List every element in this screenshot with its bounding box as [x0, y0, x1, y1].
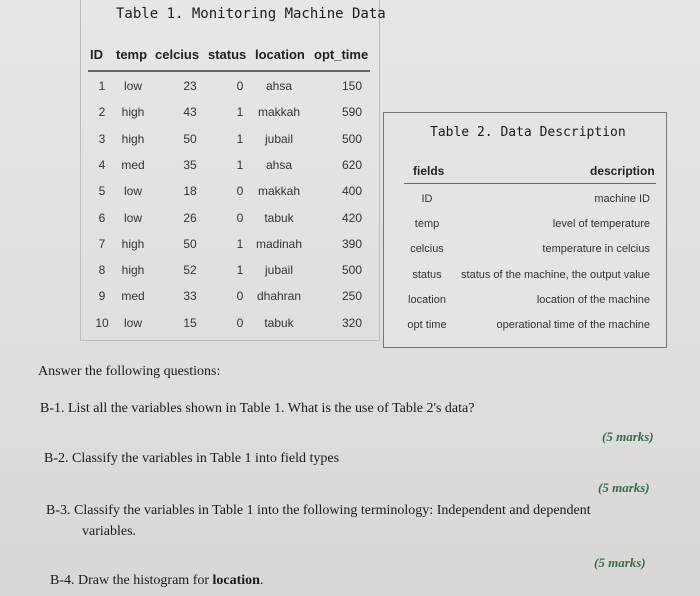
table1-header-location: location — [255, 47, 305, 62]
table1-cell-status: 0 — [236, 79, 244, 93]
table1-cell-temp: low — [123, 79, 143, 93]
table1-cell-opt-time: 420 — [341, 210, 363, 225]
table1-cell-status: 0 — [236, 315, 244, 330]
table2-cell-description: temperature in celcius — [542, 243, 650, 256]
table1-cell-celcius: 50 — [183, 236, 197, 251]
table1-cell-status: 1 — [236, 131, 244, 146]
table1-cell-location: dhahran — [256, 289, 302, 304]
question-b2-marks: (5 marks) — [598, 480, 650, 495]
table1-cell-id: 2 — [98, 105, 106, 120]
table1-cell-temp: med — [121, 157, 145, 172]
table1-cell-celcius: 52 — [183, 263, 197, 278]
table2-cell-description: location of the machine — [536, 293, 650, 306]
question-b3-marks: (5 marks) — [594, 555, 646, 570]
table1-cell-opt-time: 620 — [341, 157, 363, 172]
table1-cell-location: ahsa — [265, 157, 293, 172]
table2-title: Table 2. Data Description — [430, 125, 626, 140]
table1-cell-celcius: 15 — [183, 315, 197, 330]
table1-cell-id: 9 — [98, 289, 106, 304]
table1-header-temp: temp — [116, 47, 148, 62]
table1-cell-status: 1 — [236, 105, 244, 120]
table1-cell-temp: low — [123, 184, 143, 199]
table1-cell-temp: high — [121, 131, 145, 146]
table1-header-rule — [88, 70, 370, 72]
table1-cell-location: makkah — [257, 184, 301, 199]
table1-cell-location: jubail — [264, 263, 294, 278]
table1-cell-celcius: 50 — [183, 131, 197, 146]
table2-cell-field: temp — [414, 218, 440, 231]
table1-cell-temp: high — [121, 105, 145, 120]
table1-cell-id: 10 — [95, 315, 109, 330]
table2-cell-field: location — [408, 293, 446, 306]
table1-cell-opt-time: 250 — [341, 289, 363, 304]
table2-cell-field: opt time — [407, 319, 447, 331]
table1-cell-temp: high — [121, 236, 145, 251]
table1-cell-status: 0 — [236, 210, 244, 225]
table2-cell-field: status — [412, 268, 442, 281]
table1-cell-opt-time: 500 — [341, 263, 363, 278]
table1-cell-celcius: 33 — [183, 289, 197, 304]
table1-cell-location: tabuk — [264, 315, 294, 330]
table2-cell-description: machine ID — [594, 193, 650, 205]
question-b3-line1: B-3. Classify the variables in Table 1 into the following terminology: Independent and dependent — [46, 503, 591, 518]
table1-cell-id: 3 — [98, 131, 106, 146]
table1-cell-location: jubail — [264, 131, 294, 146]
table1-cell-opt-time: 320 — [341, 315, 363, 330]
table1-cell-celcius: 43 — [183, 105, 197, 120]
table1-cell-opt-time: 500 — [341, 131, 363, 146]
questions-intro: Answer the following questions: — [38, 364, 221, 379]
table1-cell-celcius: 35 — [183, 157, 197, 172]
question-b2: B-2. Classify the variables in Table 1 into field types — [44, 451, 340, 466]
question-b1-marks: (5 marks) — [602, 429, 654, 444]
table2-cell-field: ID — [421, 193, 433, 205]
table1-cell-opt-time: 400 — [341, 184, 363, 199]
table1-cell-temp: low — [123, 210, 143, 225]
table1-cell-status: 1 — [236, 263, 244, 278]
question-b1: B-1. List all the variables shown in Table 1. What is the use of Table 2's data? — [40, 401, 475, 416]
table1-cell-temp: med — [121, 289, 145, 304]
table2-cell-description: level of temperature — [552, 218, 650, 231]
table1-cell-id: 4 — [98, 157, 106, 172]
table2-cell-description: status of the machine, the output value — [461, 268, 650, 281]
table1-cell-location: tabuk — [264, 210, 294, 225]
question-b4-prefix: B-4. Draw the histogram for — [50, 573, 213, 588]
table1-cell-status: 1 — [236, 236, 244, 251]
table1-header-opt-time: opt_time — [314, 47, 369, 62]
table2-header-description: description — [590, 164, 655, 178]
question-b4-suffix: . — [259, 573, 264, 588]
table1-cell-status: 1 — [236, 157, 244, 172]
table2-header-fields: fields — [413, 164, 445, 178]
question-b3-line2: variables. — [82, 524, 137, 539]
table2-cell-field: celcius — [410, 243, 444, 256]
table1-cell-id: 5 — [98, 184, 106, 199]
table1-cell-status: 0 — [236, 184, 244, 199]
table1-header-status: status — [208, 47, 247, 62]
table1-cell-opt-time: 390 — [341, 236, 363, 251]
question-b4-bold: location — [212, 573, 260, 588]
table1-cell-opt-time: 150 — [341, 79, 363, 93]
table1-header-celcius: celcius — [155, 47, 200, 62]
table1-header-id: ID — [90, 47, 103, 62]
table1-cell-location: madinah — [255, 236, 303, 251]
table1-cell-celcius: 23 — [183, 79, 197, 93]
table1-cell-id: 8 — [98, 263, 106, 278]
table1-cell-id: 6 — [98, 210, 106, 225]
table1-cell-celcius: 26 — [183, 210, 197, 225]
table1-cell-id: 1 — [98, 79, 106, 93]
table1-cell-opt-time: 590 — [341, 105, 363, 120]
table1-cell-celcius: 18 — [183, 184, 197, 199]
table1-cell-location: ahsa — [265, 79, 293, 93]
table1-cell-temp: high — [121, 263, 145, 278]
table1-title: Table 1. Monitoring Machine Data — [116, 6, 386, 22]
table1-cell-temp: low — [123, 315, 143, 330]
table2-header-rule — [404, 183, 656, 184]
table2-cell-description: operational time of the machine — [496, 319, 650, 331]
question-b4 — [50, 573, 263, 589]
table1-cell-status: 0 — [236, 289, 244, 304]
table1-cell-location: makkah — [257, 105, 301, 120]
table1-cell-id: 7 — [98, 236, 106, 251]
